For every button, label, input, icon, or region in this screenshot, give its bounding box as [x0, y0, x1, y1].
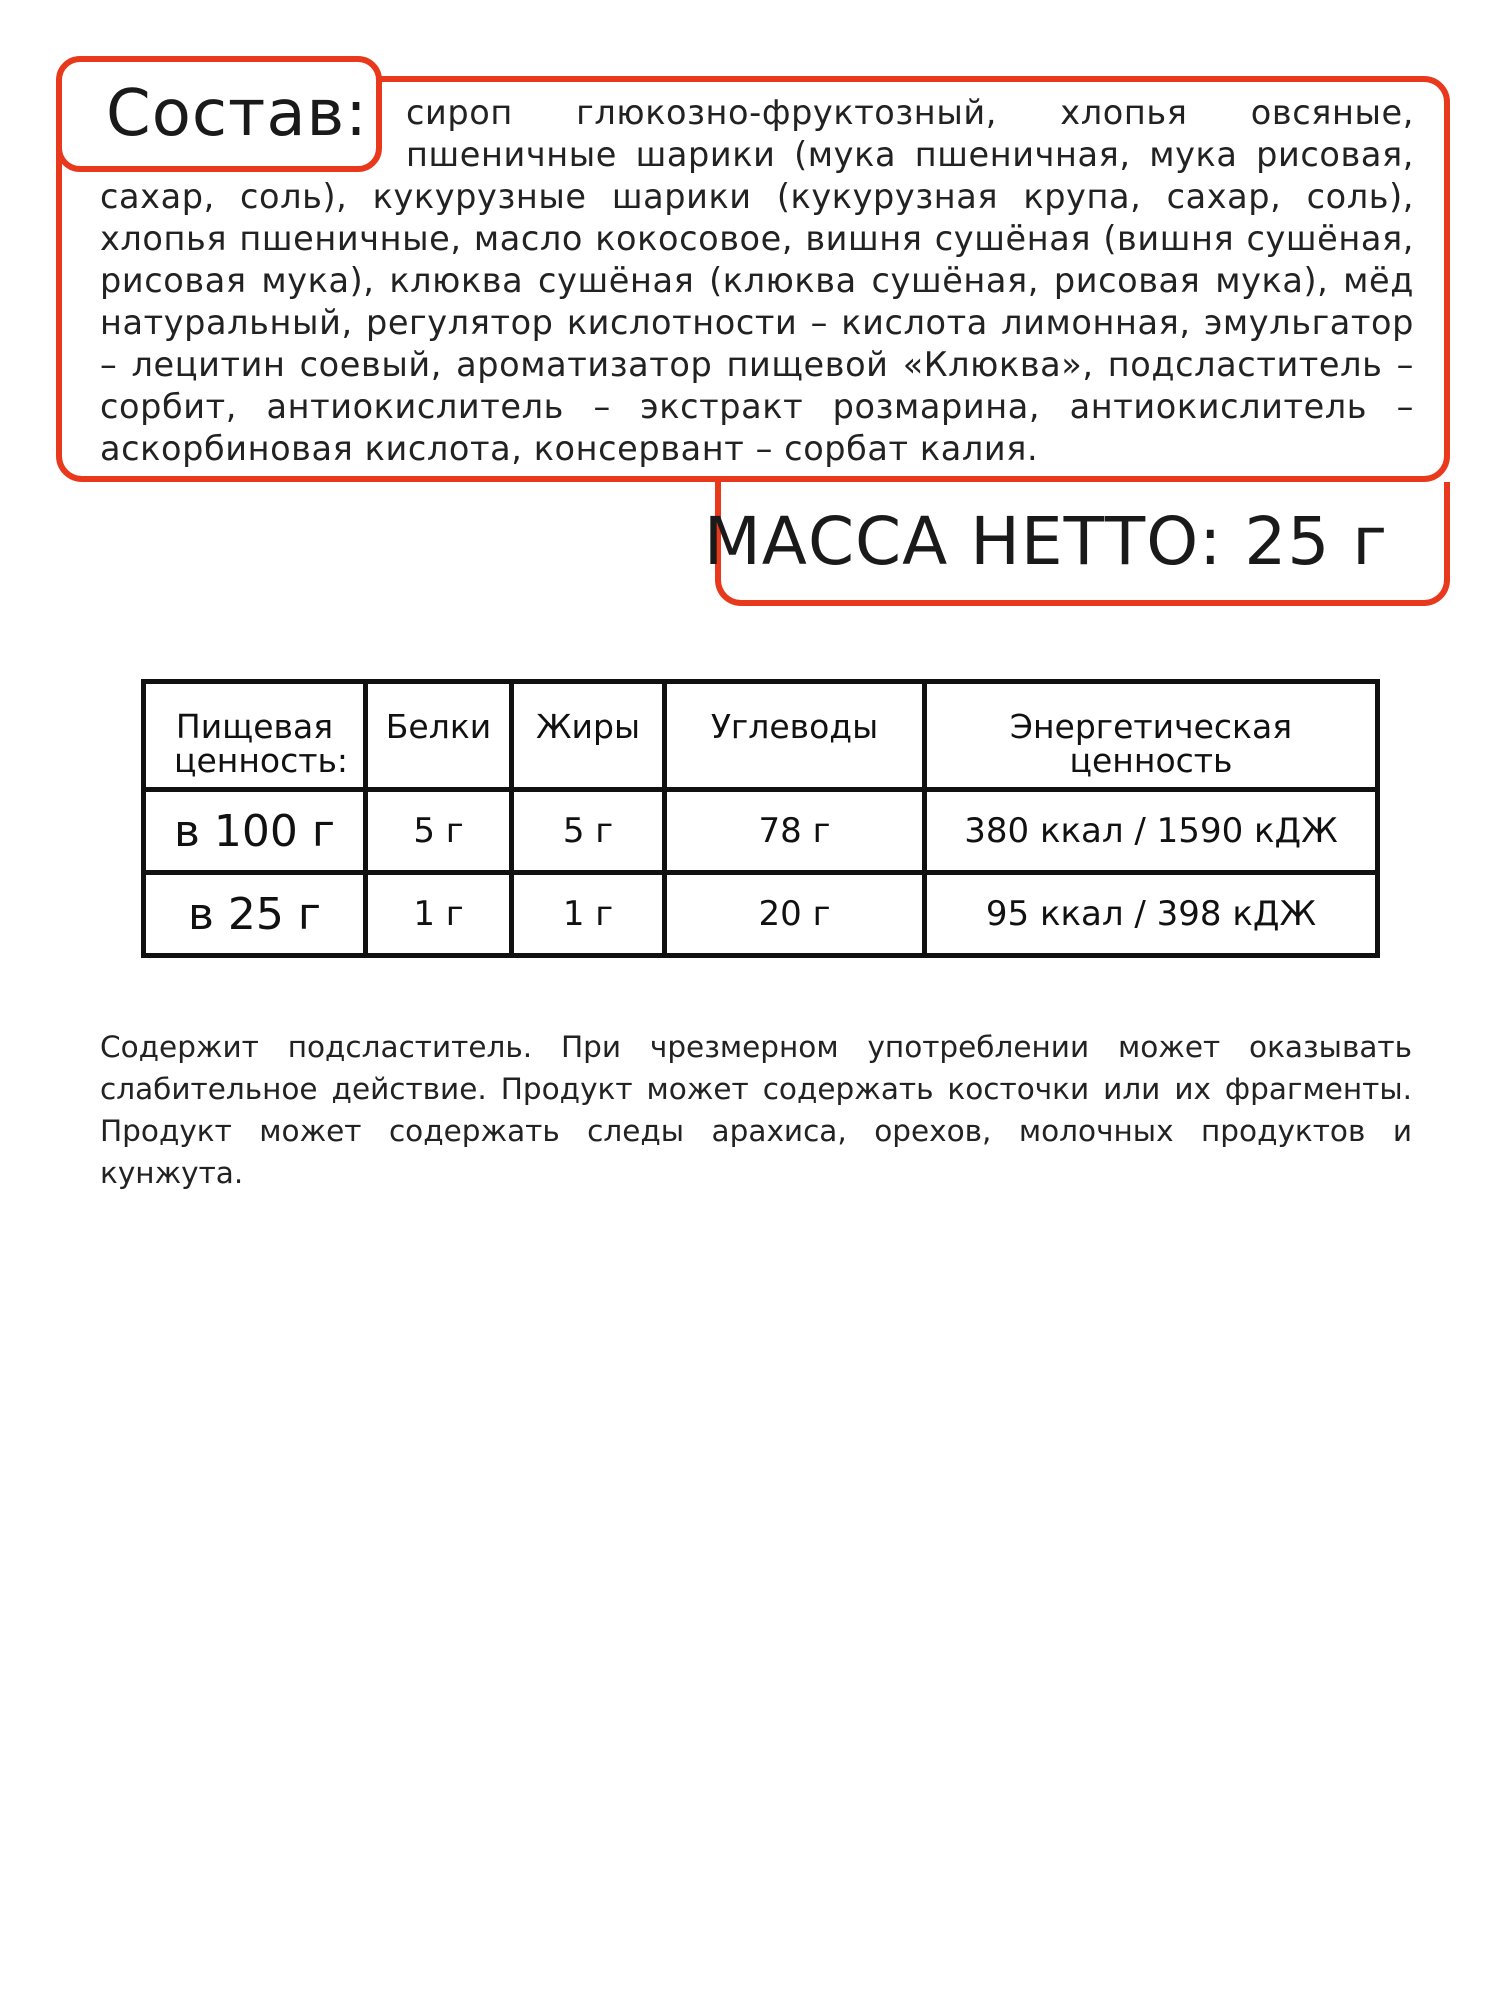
cell-energy-25g: 95 ккал / 398 кДЖ	[925, 873, 1378, 956]
net-weight-frame	[703, 482, 1450, 606]
header-carbohydrates: Углеводы	[665, 682, 925, 790]
table-row	[144, 790, 1378, 873]
cell-carbohydrates-100g: 78 г	[665, 790, 925, 873]
cell-energy-100g: 380 ккал / 1590 кДЖ	[925, 790, 1378, 873]
net-weight: МАССА НЕТТО: 25 г	[703, 503, 1388, 580]
cell-proteins-100g: 5 г	[366, 790, 512, 873]
warning-text: Содержит подсластитель. При чрезмерном употреблении может оказывать слабительное действие. Продукт может содержать косточки или их фрагменты. Продукт может содержать следы арахиса, орехов, молочных продуктов и кунжута.	[100, 1030, 1412, 1190]
cell-fats-100g: 5 г	[512, 790, 665, 873]
header-proteins: Белки	[366, 682, 512, 790]
composition-text: сироп глюкозно-фруктозный, хлопья овсяные, пшеничные шарики (мука пшеничная, мука рисовая, сахар, соль), кукурузные шарики (кукурузная крупа, сахар, соль), хлопья пшеничные, масло кокосовое, вишня сушёная (вишня сушёная, рисовая мука), клюква сушёная (клюква сушёная, рисовая мука), мёд натуральный, регулятор кислотности – кислота лимонная, эмульгатор – лецитин соевый, ароматизатор пищевой «Клюква», подсластитель – сорбит, антиокислитель – экстракт розмарина, антиокислитель – аскорбиновая кислота, консервант – сорбат калия.	[100, 93, 1414, 468]
composition-title: Состав:	[106, 77, 368, 151]
header-energy-value: Энергетическая ценность	[925, 682, 1378, 790]
table-row	[144, 873, 1378, 956]
cell-carbohydrates-25g: 20 г	[665, 873, 925, 956]
table-header-row	[144, 682, 1378, 790]
cell-proteins-25g: 1 г	[366, 873, 512, 956]
header-nutritional-value: Пищевая ценность:	[144, 682, 366, 790]
row-label-100g: в 100 г	[144, 790, 366, 873]
row-label-25g: в 25 г	[144, 873, 366, 956]
header-fats: Жиры	[512, 682, 665, 790]
nutrition-table	[141, 679, 1380, 958]
cell-fats-25g: 1 г	[512, 873, 665, 956]
